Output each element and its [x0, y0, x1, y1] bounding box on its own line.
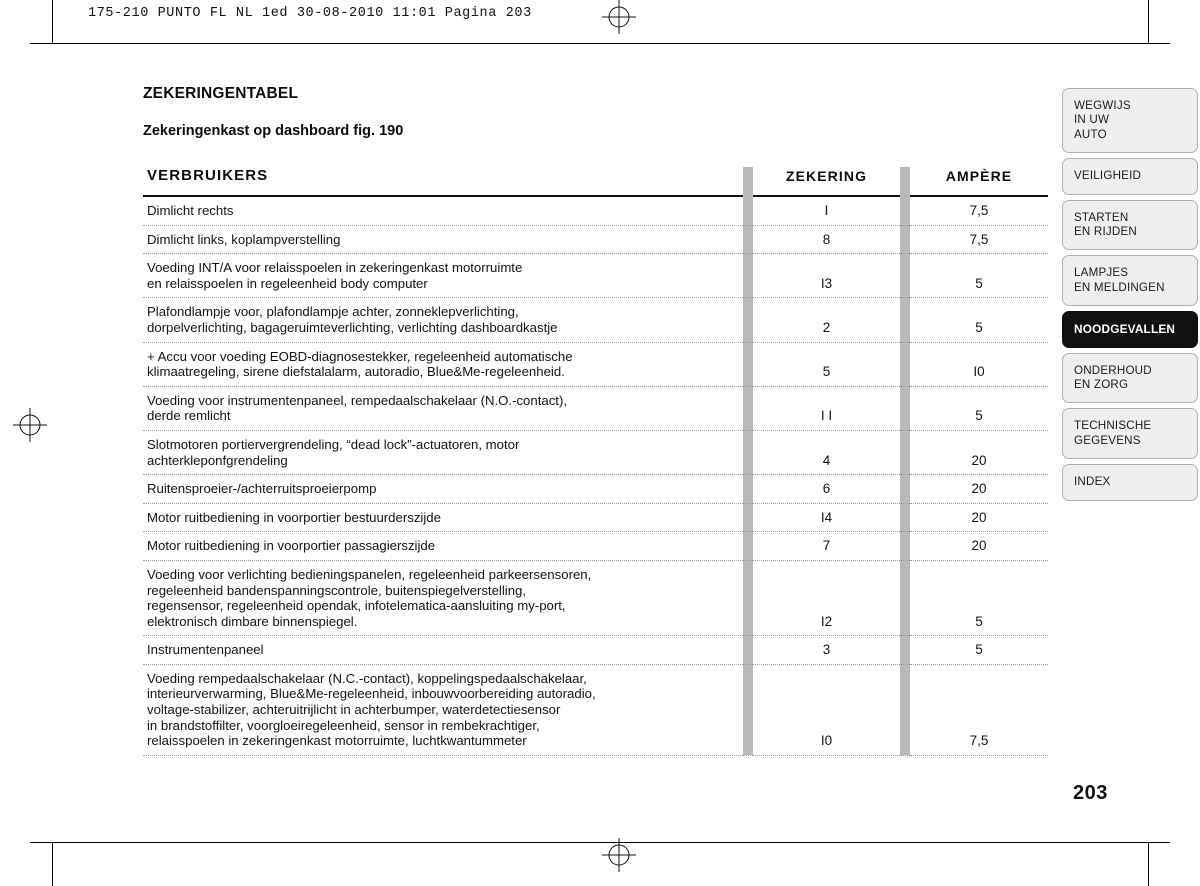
cell-description: Instrumentenpaneel — [143, 636, 743, 665]
column-header-ampere: AMPÈRE — [910, 167, 1048, 196]
page-content — [143, 85, 1048, 756]
tab-veiligheid[interactable] — [1062, 158, 1198, 194]
page-title: ZEKERINGENTABEL — [143, 85, 299, 102]
cell-ampere: I0 — [910, 342, 1048, 386]
tab-technische[interactable] — [1062, 408, 1198, 459]
crop-rule-bottom — [30, 842, 1170, 843]
tab-label-line: VEILIGHEID — [1074, 169, 1142, 183]
row-separator-1 — [743, 636, 753, 665]
row-separator-1 — [743, 298, 753, 342]
row-separator-1 — [743, 342, 753, 386]
fuse-table — [143, 167, 1048, 756]
cell-ampere: 5 — [910, 636, 1048, 665]
table-row — [143, 664, 1048, 755]
cell-description: Voeding voor verlichting bedieningspanelen, regeleenheid parkeersensoren, regeleenheid bandenspanningscontrole, buitenspiegelverstelling, regensensor, regeleenheid opendak, infotelematica-aansluiting my-port, elektronisch dimbare binnenspiegel. — [143, 560, 743, 635]
cell-ampere: 20 — [910, 532, 1048, 561]
tab-label-line: GEGEVENS — [1074, 433, 1141, 447]
cell-fuse: I0 — [753, 664, 900, 755]
table-row — [143, 225, 1048, 254]
cell-fuse: 2 — [753, 298, 900, 342]
row-separator-1 — [743, 225, 753, 254]
cell-description: Slotmotoren portiervergrendeling, “dead lock”-actuatoren, motor achterkleponfgrendeling — [143, 430, 743, 474]
tab-noodgevallen[interactable] — [1062, 311, 1198, 347]
row-separator-2 — [900, 254, 910, 298]
cell-ampere: 7,5 — [910, 664, 1048, 755]
tab-label-line: AUTO — [1074, 127, 1107, 141]
tab-wegwijs[interactable] — [1062, 88, 1198, 153]
table-row — [143, 560, 1048, 635]
tab-label-line: EN ZORG — [1074, 378, 1129, 392]
row-separator-2 — [900, 386, 910, 430]
cell-fuse: 3 — [753, 636, 900, 665]
cell-description: Plafondlampje voor, plafondlampje achter, zonneklepverlichting, dorpelverlichting, bagageruimteverlichting, verlichting dashboardkastje — [143, 298, 743, 342]
table-row — [143, 636, 1048, 665]
table-row — [143, 475, 1048, 504]
table-row — [143, 254, 1048, 298]
row-separator-2 — [900, 298, 910, 342]
table-row — [143, 342, 1048, 386]
cell-fuse: 5 — [753, 342, 900, 386]
cell-ampere: 5 — [910, 254, 1048, 298]
row-separator-2 — [900, 196, 910, 225]
cell-ampere: 20 — [910, 503, 1048, 532]
cell-description: Voeding rempedaalschakelaar (N.C.-contact), koppelingspedaalschakelaar, interieurverwarming, Blue&Me-regeleenheid, inbouwvoorbereiding autoradio, voltage-stabilizer, achteruitrijlicht in achterbumper, waterdetectiesensor in brandstoffilter, voorgloeiregeleenheid, sensor in rembekrachtiger, relaisspoelen in zekeringenkast motorruimte, luchtkwantummeter — [143, 664, 743, 755]
table-row — [143, 503, 1048, 532]
row-separator-1 — [743, 386, 753, 430]
row-separator-1 — [743, 503, 753, 532]
row-separator-1 — [743, 196, 753, 225]
cell-description: Motor ruitbediening in voorportier passagierszijde — [143, 532, 743, 561]
row-separator-2 — [900, 532, 910, 561]
row-separator-1 — [743, 475, 753, 504]
crop-mark-top-left-vertical — [52, 0, 53, 44]
page-subtitle: Zekeringenkast op dashboard fig. 190 — [143, 123, 404, 139]
cell-ampere: 20 — [910, 430, 1048, 474]
column-header-zekering: ZEKERING — [753, 167, 900, 196]
tab-label-line: EN RIJDEN — [1074, 225, 1137, 239]
row-separator-1 — [743, 532, 753, 561]
cell-description: Voeding voor instrumentenpaneel, rempedaalschakelaar (N.O.-contact), derde remlicht — [143, 386, 743, 430]
cell-ampere: 20 — [910, 475, 1048, 504]
cell-fuse: 4 — [753, 430, 900, 474]
row-separator-1 — [743, 560, 753, 635]
cell-fuse: 7 — [753, 532, 900, 561]
crop-mark-bottom-left-vertical — [52, 842, 53, 886]
registration-mark-bottom — [602, 838, 636, 872]
page-sheet — [30, 0, 1176, 886]
page-number: 203 — [1073, 782, 1108, 804]
table-row — [143, 430, 1048, 474]
cell-fuse: I4 — [753, 503, 900, 532]
crop-mark-bottom-right-vertical — [1148, 842, 1149, 886]
cell-ampere: 5 — [910, 386, 1048, 430]
table-row — [143, 196, 1048, 225]
column-header-verbruikers: VERBRUIKERS — [143, 167, 743, 196]
registration-mark-top — [602, 0, 636, 34]
tab-label-line: WEGWIJS — [1074, 99, 1131, 112]
tab-onderhoud[interactable] — [1062, 353, 1198, 404]
table-row — [143, 386, 1048, 430]
tab-label-line: INDEX — [1074, 475, 1111, 489]
cell-description: + Accu voor voeding EOBD-diagnosestekker, regeleenheid automatische klimaatregeling, sirene diefstalalarm, autoradio, Blue&Me-regeleenheid. — [143, 342, 743, 386]
tab-label-line: NOODGEVALLEN — [1074, 322, 1176, 337]
table-body — [143, 196, 1048, 755]
tab-lampjes[interactable] — [1062, 255, 1198, 306]
row-separator-2 — [900, 225, 910, 254]
table-row — [143, 532, 1048, 561]
column-separator-1 — [743, 167, 753, 196]
cell-fuse: 8 — [753, 225, 900, 254]
tab-label-line: EN MELDINGEN — [1074, 280, 1165, 294]
tab-index[interactable] — [1062, 464, 1198, 500]
cell-ampere: 5 — [910, 298, 1048, 342]
crop-rule-top — [30, 43, 1170, 44]
cell-fuse: I2 — [753, 560, 900, 635]
tab-label-line: LAMPJES — [1074, 266, 1129, 280]
crop-mark-top-right-vertical — [1148, 0, 1149, 44]
cell-fuse: 6 — [753, 475, 900, 504]
row-separator-2 — [900, 636, 910, 665]
thumb-index-tabs — [1062, 88, 1198, 506]
row-separator-1 — [743, 664, 753, 755]
tab-label-line: IN UW — [1074, 113, 1110, 127]
print-slug: 175-210 PUNTO FL NL 1ed 30-08-2010 11:01 Pagina 203 — [88, 6, 532, 21]
cell-description: Dimlicht links, koplampverstelling — [143, 225, 743, 254]
cell-description: Dimlicht rechts — [143, 196, 743, 225]
column-separator-2 — [900, 167, 910, 196]
row-separator-1 — [743, 430, 753, 474]
table-row — [143, 298, 1048, 342]
tab-label-line: STARTEN — [1074, 210, 1129, 224]
tab-label-line: TECHNISCHE — [1074, 419, 1152, 433]
registration-mark-left — [13, 408, 47, 442]
cell-fuse: I3 — [753, 254, 900, 298]
cell-ampere: 5 — [910, 560, 1048, 635]
row-separator-1 — [743, 254, 753, 298]
cell-fuse: I I — [753, 386, 900, 430]
row-separator-2 — [900, 342, 910, 386]
tab-label-line: ONDERHOUD — [1074, 363, 1152, 377]
cell-description: Voeding INT/A voor relaisspoelen in zekeringenkast motorruimte en relaisspoelen in regeleenheid body computer — [143, 254, 743, 298]
row-separator-2 — [900, 430, 910, 474]
cell-description: Ruitensproeier-/achterruitsproeierpomp — [143, 475, 743, 504]
cell-description: Motor ruitbediening in voorportier bestuurderszijde — [143, 503, 743, 532]
cell-ampere: 7,5 — [910, 196, 1048, 225]
cell-ampere: 7,5 — [910, 225, 1048, 254]
cell-fuse: I — [753, 196, 900, 225]
row-separator-2 — [900, 560, 910, 635]
tab-starten[interactable] — [1062, 200, 1198, 251]
row-separator-2 — [900, 475, 910, 504]
table-header-row — [143, 167, 1048, 196]
row-separator-2 — [900, 503, 910, 532]
row-separator-2 — [900, 664, 910, 755]
